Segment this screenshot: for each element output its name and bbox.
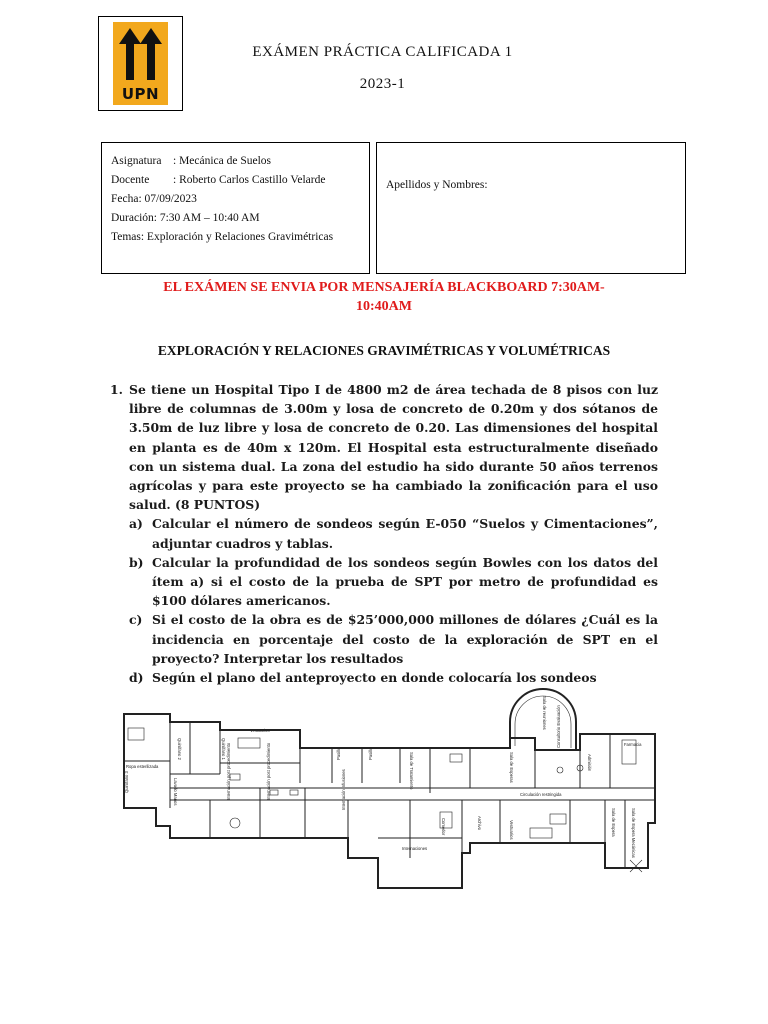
- room-label: Internación post procedimiento: [226, 742, 231, 800]
- room-label: Sala de Espera: [611, 808, 616, 837]
- exam-term: 2023-1: [359, 76, 406, 92]
- question-item-c: [129, 610, 658, 668]
- fecha-line: Fecha: 07/09/2023: [111, 193, 197, 205]
- question-1: [110, 380, 658, 687]
- room-label: Sala de Esperas: [509, 752, 514, 783]
- question-number: 1.: [110, 382, 123, 397]
- item-letter: a): [129, 516, 143, 532]
- exam-title: EXÁMEN PRÁCTICA CALIFICADA 1: [252, 44, 513, 60]
- question-text: Se tiene un Hospital Tipo I de 4800 m2 de área techada de 8 pisos con luz libre de columnas de 3.00m y losa de concreto de 0.20m y dos sótanos de 3.50m de luz libre y losa de concreto de 0.20. Las dimensiones del hospital en planta es de 40m x 120m. El Hospital esta estructuralmente diseñado con un sistema dual. La zona del estudio ha sido durante 50 años terrenos agrícolas y para este proyecto se ha cambiado la zonificación para el uso salud. (8 PUNTOS): [129, 382, 658, 513]
- item-text: Según el plano del anteproyecto en donde colocaría los sondeos: [152, 670, 597, 686]
- section-title: EXPLORACIÓN Y RELACIONES GRAVIMÉTRICAS Y VOLUMÉTRICAS: [157, 343, 611, 358]
- question-item-d: [129, 668, 658, 687]
- room-label: Farmacia: [624, 742, 642, 747]
- room-label: Quirófano 2: [177, 738, 182, 760]
- notice-line-2: 10:40AM: [356, 299, 412, 314]
- duracion-line: Duración: 7:30 AM – 10:40 AM: [111, 212, 260, 224]
- room-label: Quirófano 1: [221, 738, 226, 760]
- room-label: Comedor: [441, 818, 446, 836]
- room-label: Admisión: [587, 754, 592, 772]
- submission-notice: [120, 278, 648, 316]
- student-name-box: [376, 142, 686, 274]
- room-label: Internación post procedimiento: [266, 742, 271, 800]
- room-label: Lavado Manos: [173, 778, 178, 806]
- notice-line-1: EL EXÁMEN SE ENVIA POR MENSAJERÍA BLACKBOARD 7:30AM-: [163, 280, 605, 295]
- room-label: Quirófano 3: [124, 771, 129, 793]
- question-item-b: [129, 553, 658, 611]
- docente-label: Docente: [111, 174, 150, 186]
- course-info-box: [101, 142, 370, 274]
- item-text: Calcular el número de sondeos según E-050 “Suelos y Cimentaciones”, adjuntar cuadros y tablas.: [152, 516, 658, 551]
- room-label: Sala de reuniones: [542, 696, 547, 730]
- item-letter: c): [129, 612, 143, 628]
- logo-text: UPN: [121, 85, 160, 103]
- room-label: Circulación restringida: [520, 792, 562, 797]
- item-letter: d): [129, 670, 144, 686]
- room-label: Internaciones: [402, 846, 428, 851]
- room-label: Ropa esterilizada: [126, 764, 159, 769]
- room-label: Archivo: [477, 816, 482, 830]
- asignatura-value: : Mecánica de Suelos: [173, 155, 272, 167]
- room-label: Internación infusiones: [341, 769, 346, 810]
- room-label: Pasillo: [368, 747, 373, 760]
- item-letter: b): [129, 554, 144, 570]
- item-text: Si el costo de la obra es de $25’000,000 millones de dólares ¿Cuál es la incidencia en porcentaje del costo de la exploración de SPT en el proyecto? Interpretar los resultados: [152, 612, 658, 666]
- docente-value: : Roberto Carlos Castillo Velarde: [173, 174, 326, 186]
- plan-room-labels: [124, 696, 642, 858]
- student-name-label: Apellidos y Nombres:: [386, 179, 488, 191]
- room-label: Pasillo: [336, 747, 341, 760]
- room-label: Vestuarios: [250, 728, 270, 733]
- docente-line: [111, 171, 369, 190]
- room-label: Vestuarios: [509, 820, 514, 840]
- asignatura-label: Asignatura: [111, 155, 162, 167]
- hospital-floor-plan: [110, 688, 662, 908]
- room-label: Consultorio Evaluación: [556, 705, 561, 748]
- room-label: Sala de Espera Mecánicas: [631, 808, 636, 858]
- upn-logo: [113, 22, 168, 105]
- question-item-a: [129, 514, 658, 552]
- room-label: Sala de Tratamiento: [409, 752, 414, 790]
- temas-line: Temas: Exploración y Relaciones Gravimétricas: [111, 231, 334, 243]
- asignatura-line: [111, 152, 369, 171]
- item-text: Calcular la profundidad de los sondeos según Bowles con los datos del ítem a) si el costo de la prueba de SPT por metro de profundidad es $100 dólares americanos.: [152, 554, 658, 609]
